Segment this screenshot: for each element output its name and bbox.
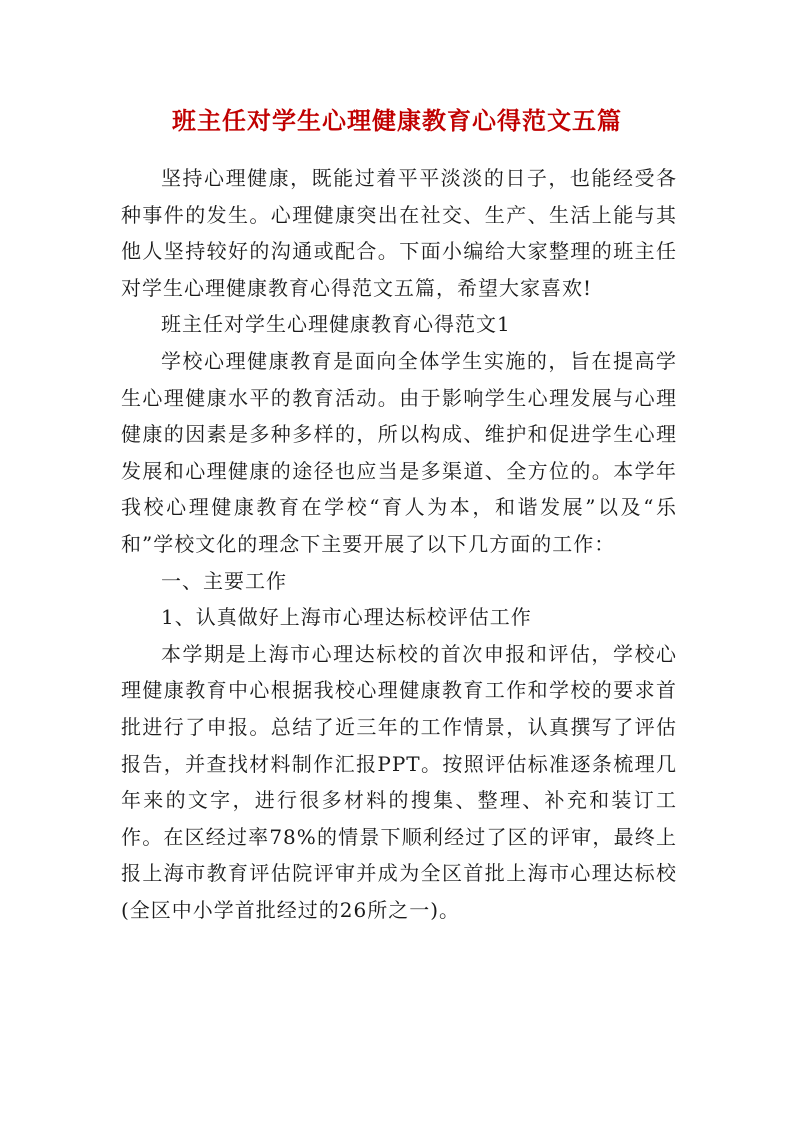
body-paragraph: 学校心理健康教育是面向全体学生实施的，旨在提高学生心理健康水平的教育活动。由于影响学生心理发展与心理健康的因素是多种多样的，所以构成、维护和促进学生心理发展和心理健康的途径也应当是多渠道、全方位的。本学年我校心理健康教育在学校“育人为本，和谐发展”以及“乐和”学校文化的理念下主要开展了以下几方面的工作： [121, 348, 677, 556]
subsection-heading: 一、主要工作 [161, 568, 287, 593]
item-heading: 1、认真做好上海市心理达标校评估工作 [161, 605, 532, 630]
document-title: 班主任对学生心理健康教育心得范文五篇 [172, 106, 622, 135]
intro-paragraph: 坚持心理健康，既能过着平平淡淡的日子，也能经受各种事件的发生。心理健康突出在社交、生产、生活上能与其他人坚持较好的沟通或配合。下面小编给大家整理的班主任对学生心理健康教育心得范文五篇，希望大家喜欢! [121, 166, 677, 300]
body-paragraph: 本学期是上海市心理达标校的首次申报和评估，学校心理健康教育中心根据我校心理健康教育工作和学校的要求首批进行了申报。总结了近三年的工作情景，认真撰写了评估报告，并查找材料制作汇报PPT。按照评估标准逐条梳理几年来的文字，进行很多材料的搜集、整理、补充和装订工作。在区经过率78%的情景下顺利经过了区的评审，最终上报上海市教育评估院评审并成为全区首批上海市心理达标校(全区中小学首批经过的26所之一)。 [121, 641, 677, 922]
section-heading: 班主任对学生心理健康教育心得范文1 [161, 312, 511, 337]
document-body [121, 160, 677, 928]
